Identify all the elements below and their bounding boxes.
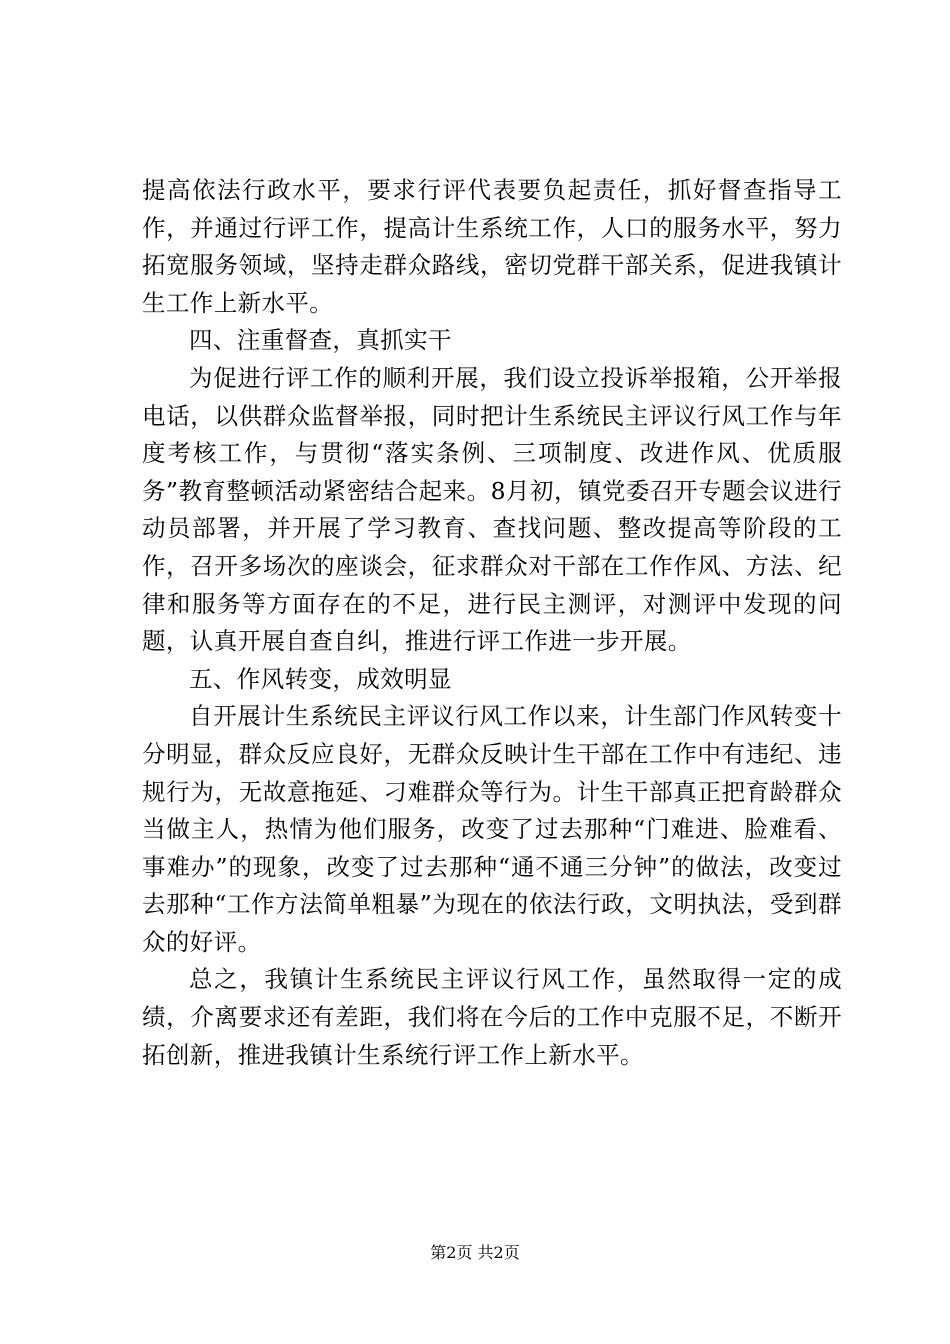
paragraph-section-5: 自开展计生系统民主评议行风工作以来，计生部门作风转变十分明显，群众反应良好，无群众反映计生干部在工作中有违纪、违规行为，无故意拖延、刁难群众等行为。计生干部真正把育龄群众当做主人，热情为他们服务，改变了过去那种“门难进、脸难看、事难办”的现象，改变了过去那种“通不通三分钟”的做法，改变过去那种“工作方法简单粗暴”为现在的依法行政，文明执法，受到群众的好评。 [142,702,842,956]
section-heading-4: 四、注重督查，真抓实干 [189,326,452,355]
document-body [142,172,842,1074]
paragraph-continuation: 提高依法行政水平，要求行评代表要负起责任，抓好督查指导工作，并通过行评工作，提高计生系统工作，人口的服务水平，努力拓宽服务领域，坚持走群众路线，密切党群干部关系，促进我镇计生工作上新水平。 [142,176,842,317]
paragraph-section-4: 为促进行评工作的顺利开展，我们设立投诉举报箱，公开举报电话，以供群众监督举报，同时把计生系统民主评议行风工作与年度考核工作，与贯彻“落实条例、三项制度、改进作风、优质服务”教育整顿活动紧密结合起来。8月初，镇党委召开专题会议进行动员部署，并开展了学习教育、查找问题、整改提高等阶段的工作，召开多场次的座谈会，征求群众对干部在工作作风、方法、纪律和服务等方面存在的不足，进行民主测评，对测评中发现的问题，认真开展自查自纠，推进行评工作进一步开展。 [142,363,842,656]
paragraph-conclusion: 总之，我镇计生系统民主评议行风工作，虽然取得一定的成绩，介离要求还有差距，我们将在今后的工作中克服不足，不断开拓创新，推进我镇计生系统行评工作上新水平。 [142,965,842,1069]
page-footer [0,1243,950,1263]
section-heading-5: 五、作风转变，成效明显 [189,664,452,693]
page-number: 第2页 共2页 [430,1243,520,1262]
